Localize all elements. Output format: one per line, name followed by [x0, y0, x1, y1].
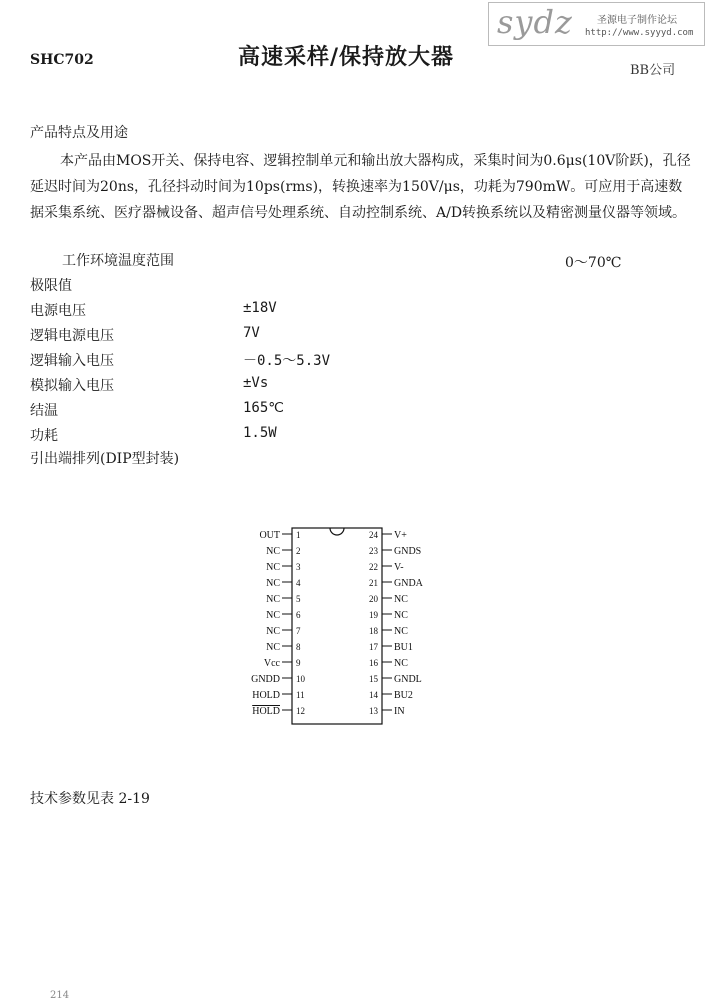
watermark: [488, 2, 705, 46]
company-name: BB公司: [630, 63, 676, 78]
pin-number: 17: [369, 642, 378, 652]
limit-label: 电源电压: [30, 303, 86, 319]
features-paragraph: 本产品由MOS开关、保持电容、逻辑控制单元和输出放大器构成，采集时间为0.6μs(10V阶跃)，孔径延迟时间为20ns，孔径抖动时间为10ps(rms)，转换速率为150V/μs，功耗为790mW。可应用于高速数据采集系统、医疗器械设备、超声信号处理系统、自动控制系统、A/D转换系统以及精密测量仪器等领域。: [30, 153, 691, 221]
pin-label: BU1: [394, 642, 413, 653]
pin-label: NC: [266, 626, 280, 637]
pin-label: NC: [266, 594, 280, 605]
pin-label: HOLD: [252, 690, 280, 701]
part-number: SHC702: [30, 52, 94, 68]
limits-heading: 极限值: [30, 278, 72, 294]
pin-label: NC: [266, 562, 280, 573]
pin-label: NC: [266, 546, 280, 557]
pin-label: NC: [266, 610, 280, 621]
limit-value: 1.5W: [243, 425, 277, 441]
pin-number: 24: [369, 530, 378, 540]
pin-number: 8: [296, 642, 301, 652]
pin-number: 23: [369, 546, 378, 556]
page-number: 214: [50, 990, 70, 1001]
pin-number: 15: [369, 674, 378, 684]
pin-label: GNDL: [394, 674, 422, 685]
pin-label: V+: [394, 530, 407, 541]
pin-number: 21: [369, 578, 378, 588]
limit-value: ±Vs: [243, 375, 269, 391]
limit-value: －0.5～5.3V: [243, 353, 331, 369]
pin-number: 16: [369, 658, 378, 668]
pin-number: 6: [296, 610, 301, 620]
dip24-pinout-diagram: [240, 520, 480, 725]
pinout-heading: 引出端排列(DIP型封装): [30, 451, 180, 467]
pin-label: GNDS: [394, 546, 422, 557]
tech-params-note: 技术参数见表 2-19: [30, 791, 150, 807]
limit-value: ±18V: [243, 300, 277, 316]
pin-label: BU2: [394, 690, 413, 701]
pin-number: 10: [296, 674, 305, 684]
watermark-text: 圣源电子制作论坛: [597, 15, 677, 26]
pin-number: 22: [369, 562, 378, 572]
pin-label: GNDD: [251, 674, 280, 685]
pin-number: 18: [369, 626, 378, 636]
pin-label: NC: [394, 594, 408, 605]
pin-label: OUT: [259, 530, 280, 541]
pin-label: NC: [394, 658, 408, 669]
ic-notch: [330, 528, 344, 535]
limit-label: 逻辑电源电压: [30, 328, 114, 344]
temp-label: 工作环境温度范围: [62, 253, 174, 269]
pin-number: 12: [296, 706, 305, 716]
page-title: 高速采样/保持放大器: [238, 44, 455, 70]
pin-label: V-: [394, 562, 404, 573]
pin-number: 4: [296, 578, 301, 588]
limit-label: 模拟输入电压: [30, 378, 114, 394]
watermark-logo: sydz: [497, 3, 573, 41]
pin-number: 14: [369, 690, 378, 700]
pin-number: 11: [296, 690, 305, 700]
pin-number: 2: [296, 546, 301, 556]
pin-number: 13: [369, 706, 378, 716]
limit-value: 165℃: [243, 400, 285, 416]
pin-label: NC: [266, 642, 280, 653]
limit-label: 逻辑输入电压: [30, 353, 114, 369]
limit-value: 7V: [243, 325, 260, 341]
pin-label: NC: [266, 578, 280, 589]
pin-number: 5: [296, 594, 301, 604]
limit-label: 功耗: [30, 428, 58, 444]
pin-number: 20: [369, 594, 378, 604]
limit-label: 结温: [30, 403, 58, 419]
pin-label: HOLD: [252, 706, 280, 717]
pin-label: IN: [394, 706, 405, 717]
pin-number: 1: [296, 530, 301, 540]
pin-number: 19: [369, 610, 378, 620]
pin-label: GNDA: [394, 578, 423, 589]
pin-label: Vcc: [263, 658, 280, 669]
pin-number: 3: [296, 562, 301, 572]
pin-number: 7: [296, 626, 301, 636]
pin-label: NC: [394, 626, 408, 637]
pin-number: 9: [296, 658, 301, 668]
watermark-url: http://www.syyyd.com: [585, 28, 694, 38]
features-heading: 产品特点及用途: [30, 125, 128, 141]
temp-value: 0～70℃: [565, 255, 622, 271]
pin-label: NC: [394, 610, 408, 621]
